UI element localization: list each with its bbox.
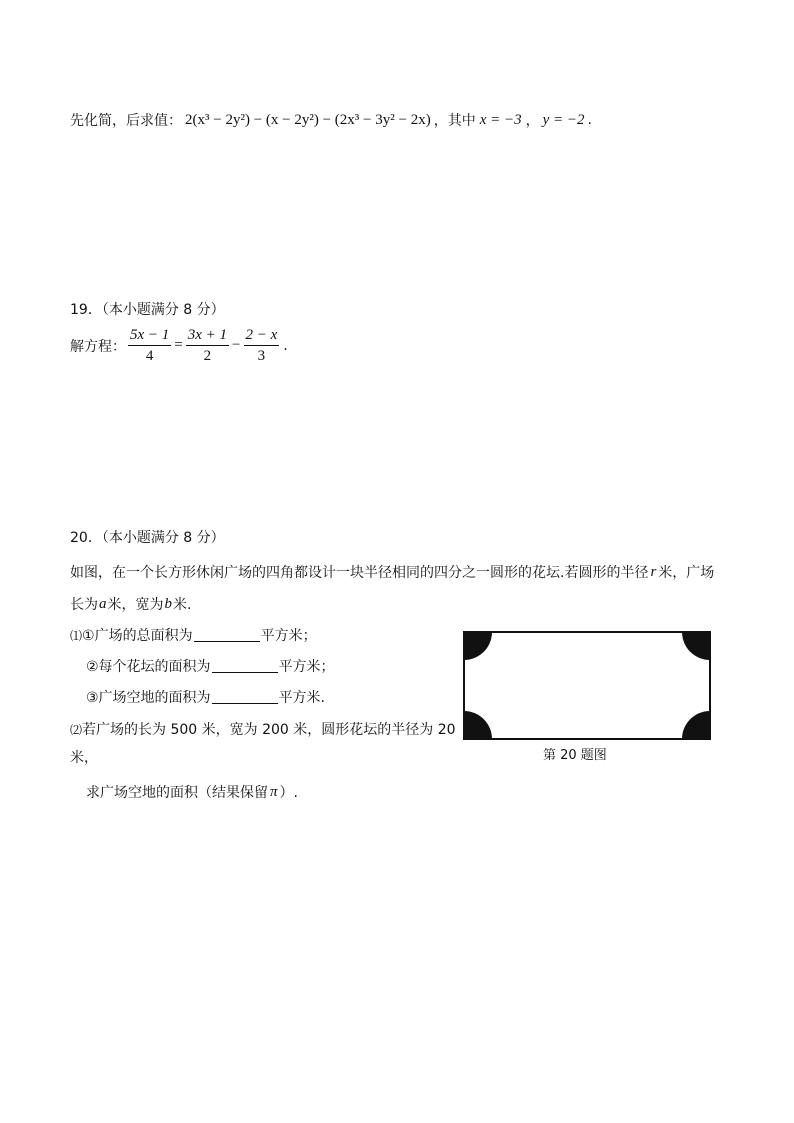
item3-label: ③广场空地的面积为 [86, 690, 211, 706]
q20-width-unit: 米. [173, 597, 192, 613]
minus-sign: − [232, 337, 241, 353]
q20-part2-line1 [70, 719, 456, 739]
q18-end: . [587, 112, 592, 128]
q20-part2-line3 [86, 782, 298, 802]
q20-intro-line1 [70, 562, 714, 582]
answer-blank-flowerbed-area[interactable] [212, 660, 278, 673]
q19-header: 19．（本小题满分 8 分） [70, 302, 225, 318]
var-b: b [164, 595, 172, 612]
q18-expression: 2(x³ − 2y²) − (x − 2y²) − (2x³ − 3y² − 2x) [185, 111, 431, 128]
fraction-term2 [244, 327, 280, 364]
item2-label: ②每个花坛的面积为 [86, 659, 211, 675]
q20-item2 [86, 656, 335, 676]
q20-width-label: 米，宽为 [107, 597, 164, 613]
q19-equation [70, 327, 288, 364]
answer-blank-open-area[interactable] [212, 691, 278, 704]
item1-unit: 平方米； [260, 628, 317, 644]
item2-unit: 平方米； [278, 659, 335, 675]
q20-intro-line2 [70, 594, 191, 614]
figure-caption: 第 20 题图 [543, 748, 607, 763]
var-r: r [650, 563, 657, 580]
equals-sign: = [174, 337, 183, 353]
fraction-term2-numerator: 2 − x [244, 327, 280, 346]
q20-intro-text-end: 米，广场 [658, 565, 715, 581]
item1-label: ①广场的总面积为 [82, 628, 193, 644]
fraction-term1-numerator: 3x + 1 [186, 327, 229, 346]
plaza-figure [462, 630, 712, 742]
q19-end: . [283, 337, 288, 354]
q18-mid: ，其中 [433, 113, 476, 129]
part2-text: 若广场的长为 500 米，宽为 200 米，圆形花坛的半径为 20 [82, 722, 456, 738]
var-a: a [99, 595, 107, 612]
fraction-lhs-numerator: 5x − 1 [128, 327, 171, 346]
part2-question-end: ）. [279, 785, 298, 801]
fraction-lhs [128, 327, 171, 364]
q18-sep: ， [525, 113, 540, 129]
fraction-term1-denominator: 2 [203, 348, 212, 364]
fraction-term1 [186, 327, 229, 364]
item3-unit: 平方米. [278, 690, 326, 706]
var-pi: π [270, 783, 278, 800]
q19-prompt: 解方程： [70, 338, 126, 355]
q18-prefix: 先化简，后求值： [70, 113, 182, 129]
q20-item3 [86, 687, 325, 707]
q18-line [70, 110, 592, 130]
q20-length-label: 长为 [70, 597, 98, 613]
part1-marker: ⑴ [70, 628, 83, 643]
q18-cond-y: y = −2 [542, 111, 585, 128]
part2-marker: ⑵ [70, 722, 83, 737]
q20-header: 20．（本小题满分 8 分） [70, 530, 225, 546]
plaza-rectangle [464, 632, 710, 739]
q20-intro-text: 如图，在一个长方形休闲广场的四角都设计一块半径相同的四分之一圆形的花坛.若圆形的半径 [70, 565, 649, 581]
fraction-term2-denominator: 3 [257, 348, 266, 364]
q18-cond-x: x = −3 [479, 111, 522, 128]
q20-item1 [70, 625, 317, 645]
answer-blank-total-area[interactable] [194, 629, 260, 642]
q20-part2-line2: 米， [70, 750, 98, 766]
part2-question: 求广场空地的面积（结果保留 [86, 785, 268, 801]
fraction-lhs-denominator: 4 [145, 348, 154, 364]
